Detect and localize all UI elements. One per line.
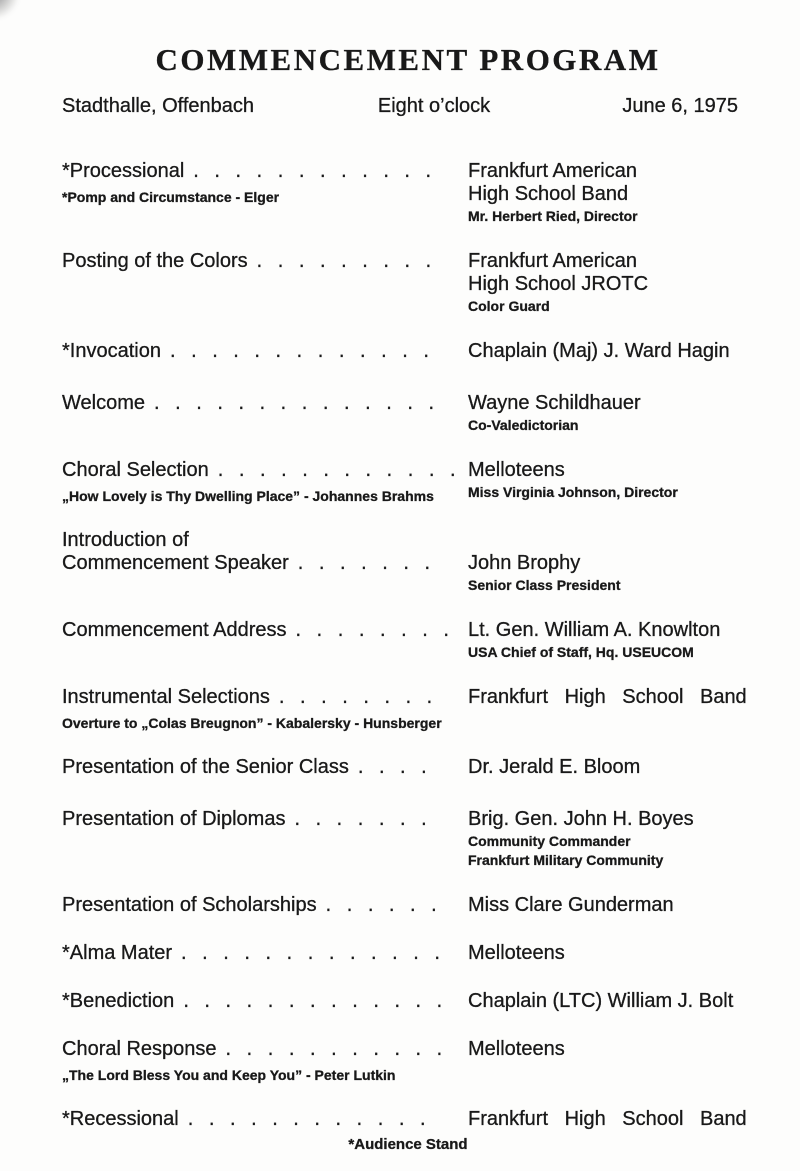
entry-right-line: Chaplain (LTC) William J. Bolt [468, 990, 734, 1012]
entry-right-column [468, 1038, 738, 1061]
entry-title-line [62, 160, 468, 183]
program-list [0, 160, 800, 1131]
entry-detail: Miss Virginia Johnson, Director [468, 484, 678, 500]
entry-detail: Co-Valedictorian [468, 417, 579, 433]
entry-subtitle: „The Lord Bless You and Keep You” - Peter Lutkin [62, 1067, 396, 1083]
entry-right-column [468, 250, 738, 315]
entry-detail: Senior Class President [468, 577, 621, 593]
entry-row [62, 392, 738, 434]
entry-left-column [62, 619, 468, 642]
entry-pre-title: Introduction of [62, 529, 189, 551]
dot-leader: . . . . . . . . . [256, 250, 437, 272]
entry-left-column [62, 756, 468, 779]
entry-right-line: Frankfurt American [468, 250, 637, 272]
entry-row [62, 160, 738, 225]
entry-title: Choral Selection [62, 459, 209, 481]
entry-row [62, 250, 738, 315]
entry-detail: Color Guard [468, 298, 550, 314]
dot-leader: . . . . . . . . [295, 619, 454, 641]
dot-leader: . . . . [357, 756, 432, 778]
entry-title-line [62, 250, 468, 273]
entry-subtitle: Overture to „Colas Breugnon” - Kabalersky - Hunsberger [62, 715, 442, 731]
entry-detail: Frankfurt Military Community [468, 852, 664, 868]
entry-row [62, 1108, 747, 1131]
dot-leader: . . . . . . . . . . . [225, 1038, 448, 1060]
entry-title: Presentation of Diplomas [62, 808, 286, 830]
entry-row [62, 808, 738, 869]
program-entry [62, 894, 738, 917]
entry-right-column [468, 894, 738, 917]
entry-left-column [62, 894, 468, 917]
entry-left-column [62, 808, 468, 831]
entry-left-column [62, 552, 468, 575]
entry-right-line: Miss Clare Gunderman [468, 894, 674, 916]
entry-left-column [62, 459, 468, 504]
entry-row [62, 1038, 738, 1083]
date-label: June 6, 1975 [622, 95, 738, 117]
program-entry [62, 756, 738, 779]
entry-title-line [62, 1108, 468, 1131]
entry-left-column [62, 392, 468, 415]
entry-detail: USA Chief of Staff, Hq. USEUCOM [468, 644, 694, 660]
entry-subtitle: „How Lovely is Thy Dwelling Place” - Johannes Brahms [62, 488, 434, 504]
entry-right-column [468, 552, 738, 594]
entry-row [62, 756, 738, 779]
entry-title-line [62, 392, 468, 415]
entry-right-line: Frankfurt High School Band [468, 1108, 747, 1130]
entry-row [62, 459, 738, 504]
entry-right-line: Frankfurt High School Band [468, 686, 747, 708]
event-info-row [0, 95, 800, 118]
entry-title: Choral Response [62, 1038, 217, 1060]
entry-title: *Alma Mater [62, 942, 173, 964]
entry-right-column [468, 942, 738, 965]
program-entry [62, 392, 738, 434]
entry-right-column [468, 756, 738, 779]
entry-left-column [62, 1108, 468, 1131]
venue-label: Stadthalle, Offenbach [62, 95, 254, 117]
dot-leader: . . . . . . . . . . . . [217, 459, 461, 481]
entry-right-column [468, 686, 747, 709]
entry-title: Commencement Address [62, 619, 287, 641]
entry-right-line: Brig. Gen. John H. Boyes [468, 808, 694, 830]
entry-title: Posting of the Colors [62, 250, 248, 272]
entry-title: Presentation of the Senior Class [62, 756, 349, 778]
entry-title: *Processional [62, 160, 185, 182]
entry-right-line: Melloteens [468, 942, 565, 964]
dot-leader: . . . . . . [325, 894, 442, 916]
entry-right-line: High School Band [468, 183, 629, 205]
entry-right-line: High School JROTC [468, 273, 649, 295]
entry-left-column [62, 990, 468, 1013]
entry-title: *Invocation [62, 340, 161, 362]
entry-row [62, 990, 738, 1013]
dot-leader: . . . . . . . . . . . . . [169, 340, 434, 362]
entry-row [62, 552, 738, 594]
entry-title: Instrumental Selections [62, 686, 270, 708]
entry-right-line: Wayne Schildhauer [468, 392, 641, 414]
entry-title-line [62, 1038, 468, 1061]
entry-title-line [62, 756, 468, 779]
audience-stand-footnote: *Audience Stand [348, 1136, 468, 1153]
entry-row [62, 340, 738, 363]
entry-right-column [468, 1108, 747, 1131]
entry-title-line [62, 619, 468, 642]
entry-title: Commencement Speaker [62, 552, 289, 574]
entry-detail: Community Commander [468, 833, 631, 849]
entry-left-column [62, 340, 468, 363]
entry-right-column [468, 619, 738, 661]
entry-title-line [62, 942, 468, 965]
program-entry [62, 942, 738, 965]
entry-right-column [468, 340, 738, 363]
dot-leader: . . . . . . . [297, 552, 436, 574]
entry-left-column [62, 1038, 468, 1083]
entry-right-column [468, 392, 738, 434]
entry-title-line [62, 340, 468, 363]
entry-title-line [62, 552, 468, 575]
entry-row [62, 942, 738, 965]
program-entry [62, 1108, 747, 1131]
dot-leader: . . . . . . . . . . . . . [183, 990, 448, 1012]
entry-title: *Recessional [62, 1108, 179, 1130]
entry-title: Welcome [62, 392, 145, 414]
dot-leader: . . . . . . . . . . . . . . [154, 392, 440, 414]
program-entry [62, 529, 738, 594]
entry-left-column [62, 686, 468, 731]
entry-right-line: Frankfurt American [468, 160, 637, 182]
entry-right-line: Lt. Gen. William A. Knowlton [468, 619, 721, 641]
entry-row [62, 619, 738, 661]
entry-left-column [62, 942, 468, 965]
entry-right-column [468, 459, 738, 501]
dot-leader: . . . . . . . . [278, 686, 438, 708]
entry-detail: Mr. Herbert Ried, Director [468, 208, 638, 224]
dot-leader: . . . . . . . . . . . . [193, 160, 437, 182]
entry-right-line: John Brophy [468, 552, 581, 574]
dot-leader: . . . . . . . . . . . . . [181, 942, 445, 964]
program-entry [62, 619, 738, 661]
entry-title: *Benediction [62, 990, 175, 1012]
entry-title: Presentation of Scholarships [62, 894, 317, 916]
entry-title-line [62, 894, 468, 917]
entry-right-line: Dr. Jerald E. Bloom [468, 756, 641, 778]
entry-title-line [62, 459, 468, 482]
entry-right-column [468, 160, 738, 225]
entry-right-column [468, 990, 738, 1013]
program-entry [62, 459, 738, 504]
entry-left-column [62, 250, 468, 273]
entry-right-column [468, 808, 738, 869]
program-entry [62, 250, 738, 315]
entry-title-line [62, 808, 468, 831]
program-entry [62, 990, 738, 1013]
entry-right-line: Chaplain (Maj) J. Ward Hagin [468, 340, 730, 362]
entry-right-line: Melloteens [468, 1038, 565, 1060]
entry-subtitle: *Pomp and Circumstance - Elger [62, 189, 280, 205]
page-title: COMMENCEMENT PROGRAM [155, 42, 661, 77]
dot-leader: . . . . . . . . . . . . [187, 1108, 431, 1130]
program-entry [62, 340, 738, 363]
dot-leader: . . . . . . . [294, 808, 432, 830]
program-entry [62, 686, 747, 731]
program-entry [62, 808, 738, 869]
entry-left-column [62, 160, 468, 205]
entry-right-line: Melloteens [468, 459, 565, 481]
entry-title-line [62, 686, 468, 709]
time-label: Eight o’clock [377, 95, 491, 117]
entry-title-line [62, 990, 468, 1013]
entry-row [62, 894, 738, 917]
program-entry [62, 160, 738, 225]
program-entry [62, 1038, 738, 1083]
entry-row [62, 686, 747, 731]
